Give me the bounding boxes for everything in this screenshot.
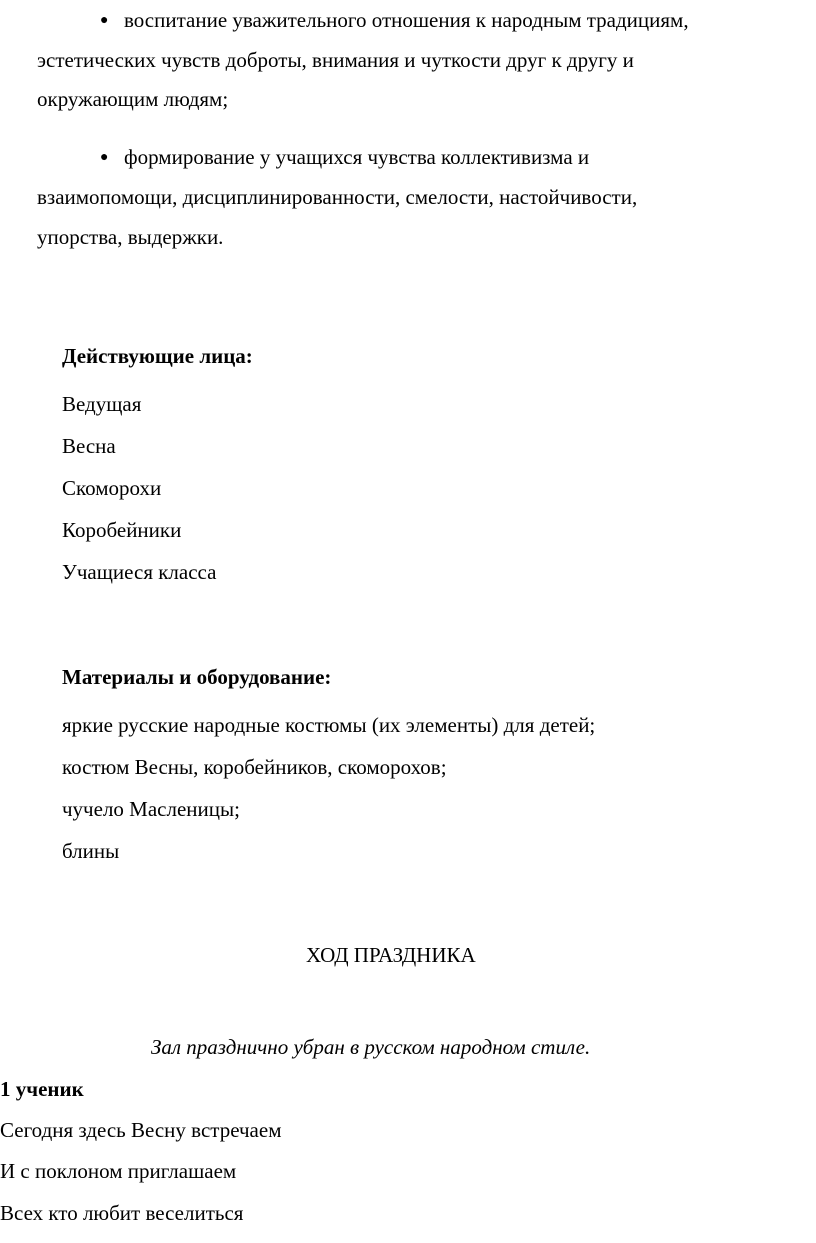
goal-text-line: взаимопомощи, дисциплинированности, смелости, настойчивости, [37, 185, 638, 209]
material-item: яркие русские народные костюмы (их элементы) для детей; [62, 713, 596, 737]
character-item: Коробейники [62, 518, 182, 542]
materials-heading: Материалы и оборудование: [62, 665, 332, 689]
goal-text-line: эстетических чувств доброты, внимания и чуткости друг к другу и [37, 48, 634, 72]
bullet-icon: ● [100, 13, 109, 28]
verse-line: И с поклоном приглашаем [0, 1159, 237, 1183]
speaker-label: 1 ученик [0, 1077, 84, 1101]
verse-line: Сегодня здесь Весну встречаем [0, 1118, 282, 1142]
stage-direction: Зал празднично убран в русском народном стиле. [151, 1035, 591, 1059]
character-item: Скоморохи [62, 476, 162, 500]
character-item: Учащиеся класса [62, 560, 217, 584]
bullet-icon: ● [100, 150, 109, 165]
material-item: костюм Весны, коробейников, скоморохов; [62, 755, 447, 779]
program-title: ХОД ПРАЗДНИКА [306, 943, 476, 967]
goal-text-line: упорства, выдержки. [37, 225, 224, 249]
goal-text-line: окружающим людям; [37, 87, 229, 111]
goal-text-line: воспитание уважительного отношения к народным традициям, [124, 8, 689, 32]
characters-heading: Действующие лица: [62, 344, 253, 368]
character-item: Весна [62, 434, 116, 458]
goal-text-line: формирование у учащихся чувства коллективизма и [124, 145, 590, 169]
verse-line: Всех кто любит веселиться [0, 1201, 244, 1225]
material-item: блины [62, 839, 120, 863]
character-item: Ведущая [62, 392, 142, 416]
material-item: чучело Масленицы; [62, 797, 240, 821]
